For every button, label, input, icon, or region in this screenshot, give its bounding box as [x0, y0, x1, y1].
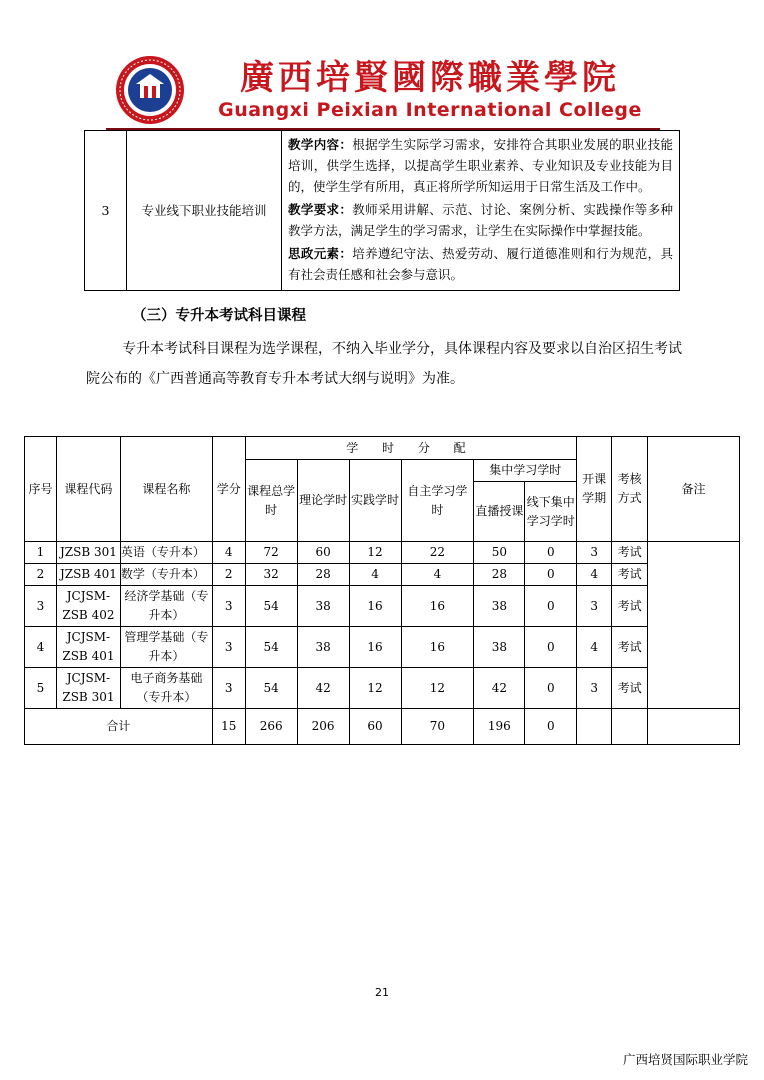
total-semester	[577, 709, 612, 745]
cell-practice: 16	[349, 627, 401, 668]
cell-self-study: 4	[401, 564, 474, 586]
cell-self-study: 16	[401, 586, 474, 627]
cell-code: JCJSM-ZSB 401	[56, 627, 120, 668]
cell-name: 英语（专升本）	[120, 542, 212, 564]
cell-credit: 3	[212, 627, 245, 668]
total-practice: 60	[349, 709, 401, 745]
total-assessment	[612, 709, 648, 745]
cell-offline: 0	[525, 627, 577, 668]
cell-code: JZSB 301	[56, 542, 120, 564]
cell-no: 3	[25, 586, 57, 627]
table-row	[85, 131, 680, 291]
page-number: 21	[375, 986, 389, 999]
course-description	[282, 131, 680, 291]
section-heading: （三）专升本考试科目课程	[132, 308, 306, 324]
table-row	[25, 564, 740, 586]
header-offline: 线下集中学习学时	[525, 482, 577, 542]
total-remarks	[648, 709, 740, 745]
course-description-table	[84, 130, 680, 291]
cell-semester: 3	[577, 586, 612, 627]
cell-self-study: 12	[401, 668, 474, 709]
cell-no: 5	[25, 668, 57, 709]
header-remarks: 备注	[648, 437, 740, 542]
cell-live: 42	[474, 668, 525, 709]
cell-semester: 3	[577, 668, 612, 709]
cell-offline: 0	[525, 564, 577, 586]
total-label: 合计	[25, 709, 213, 745]
cell-semester: 4	[577, 564, 612, 586]
cell-theory: 60	[297, 542, 349, 564]
footer-college-name: 广西培贤国际职业学院	[622, 1052, 748, 1067]
college-seal-logo	[106, 54, 194, 126]
header-assessment: 考核方式	[612, 437, 648, 542]
cell-theory: 28	[297, 564, 349, 586]
college-name-en: Guangxi Peixian International College	[218, 99, 642, 121]
header-concentrated-group: 集中学习学时	[474, 460, 577, 482]
label: 教学内容：	[288, 137, 353, 152]
cell-live: 38	[474, 586, 525, 627]
cell-offline: 0	[525, 542, 577, 564]
cell-total: 54	[245, 668, 297, 709]
cell-name: 电子商务基础（专升本）	[120, 668, 212, 709]
header-name: 课程名称	[120, 437, 212, 542]
table-row	[25, 586, 740, 627]
exam-course-table	[24, 436, 740, 745]
cell-name: 经济学基础（专升本）	[120, 586, 212, 627]
total-offline: 0	[525, 709, 577, 745]
cell-credit: 3	[212, 586, 245, 627]
total-theory: 206	[297, 709, 349, 745]
cell-self-study: 16	[401, 627, 474, 668]
cell-semester: 4	[577, 627, 612, 668]
cell-name: 数学（专升本）	[120, 564, 212, 586]
header-no: 序号	[25, 437, 57, 542]
label: 思政元素：	[288, 246, 353, 261]
table-row	[25, 668, 740, 709]
cell-name: 管理学基础（专升本）	[120, 627, 212, 668]
cell-live: 50	[474, 542, 525, 564]
college-name-cn: 廣西培賢國際職業學院	[240, 58, 620, 98]
cell-practice: 12	[349, 542, 401, 564]
cell-no: 4	[25, 627, 57, 668]
cell-credit: 2	[212, 564, 245, 586]
cell-offline: 0	[525, 668, 577, 709]
header-practice-hours: 实践学时	[349, 460, 401, 542]
ideological-elements	[288, 243, 673, 285]
cell-assessment: 考试	[612, 586, 648, 627]
cell-live: 28	[474, 564, 525, 586]
cell-no: 2	[25, 564, 57, 586]
teaching-requirements	[288, 199, 673, 241]
cell-practice: 4	[349, 564, 401, 586]
header-credit: 学分	[212, 437, 245, 542]
course-name: 专业线下职业技能培训	[127, 131, 282, 291]
row-number: 3	[85, 131, 127, 291]
total-row	[25, 709, 740, 745]
header-row	[25, 437, 740, 460]
total-hours: 266	[245, 709, 297, 745]
cell-code: JCJSM-ZSB 402	[56, 586, 120, 627]
cell-total: 54	[245, 586, 297, 627]
college-banner	[106, 54, 660, 126]
text: 根据学生实际学习需求，安排符合其职业发展的职业技能培训，供学生选择，以提高学生职业素养、专业知识及专业技能为目的，使学生学有所用，真正将所学所知运用于日常生活及工作中。	[288, 137, 673, 194]
cell-no: 1	[25, 542, 57, 564]
header-total-hours: 课程总学时	[245, 460, 297, 542]
cell-code: JCJSM-ZSB 301	[56, 668, 120, 709]
cell-total: 72	[245, 542, 297, 564]
header-live: 直播授课	[474, 482, 525, 542]
header-self-study-hours: 自主学习学时	[401, 460, 474, 542]
header-semester: 开课学期	[577, 437, 612, 542]
label: 教学要求：	[288, 202, 353, 217]
cell-total: 32	[245, 564, 297, 586]
text: 培养遵纪守法、热爱劳动、履行道德准则和行为规范，具有社会责任感和社会参与意识。	[288, 246, 673, 282]
teaching-content	[288, 134, 673, 197]
cell-practice: 16	[349, 586, 401, 627]
cell-theory: 38	[297, 586, 349, 627]
table-row	[25, 627, 740, 668]
cell-assessment: 考试	[612, 564, 648, 586]
cell-remarks	[648, 542, 740, 709]
cell-credit: 4	[212, 542, 245, 564]
header-code: 课程代码	[56, 437, 120, 542]
cell-offline: 0	[525, 586, 577, 627]
cell-assessment: 考试	[612, 627, 648, 668]
cell-total: 54	[245, 627, 297, 668]
cell-credit: 3	[212, 668, 245, 709]
cell-assessment: 考试	[612, 542, 648, 564]
cell-theory: 38	[297, 627, 349, 668]
section-paragraph: 专升本考试科目课程为选学课程，不纳入毕业学分，具体课程内容及要求以自治区招生考试院公布的《广西普通高等教育专升本考试大纲与说明》为准。	[86, 341, 682, 387]
table-row	[25, 542, 740, 564]
header-theory-hours: 理论学时	[297, 460, 349, 542]
cell-theory: 42	[297, 668, 349, 709]
text: 教师采用讲解、示范、讨论、案例分析、实践操作等多种教学方法，满足学生的学习需求，让学生在实际操作中掌握技能。	[288, 202, 673, 238]
total-live: 196	[474, 709, 525, 745]
total-credit: 15	[212, 709, 245, 745]
cell-live: 38	[474, 627, 525, 668]
cell-code: JZSB 401	[56, 564, 120, 586]
cell-self-study: 22	[401, 542, 474, 564]
cell-assessment: 考试	[612, 668, 648, 709]
header-hours-group: 学 时 分 配	[245, 437, 577, 460]
cell-semester: 3	[577, 542, 612, 564]
total-self-study: 70	[401, 709, 474, 745]
cell-practice: 12	[349, 668, 401, 709]
